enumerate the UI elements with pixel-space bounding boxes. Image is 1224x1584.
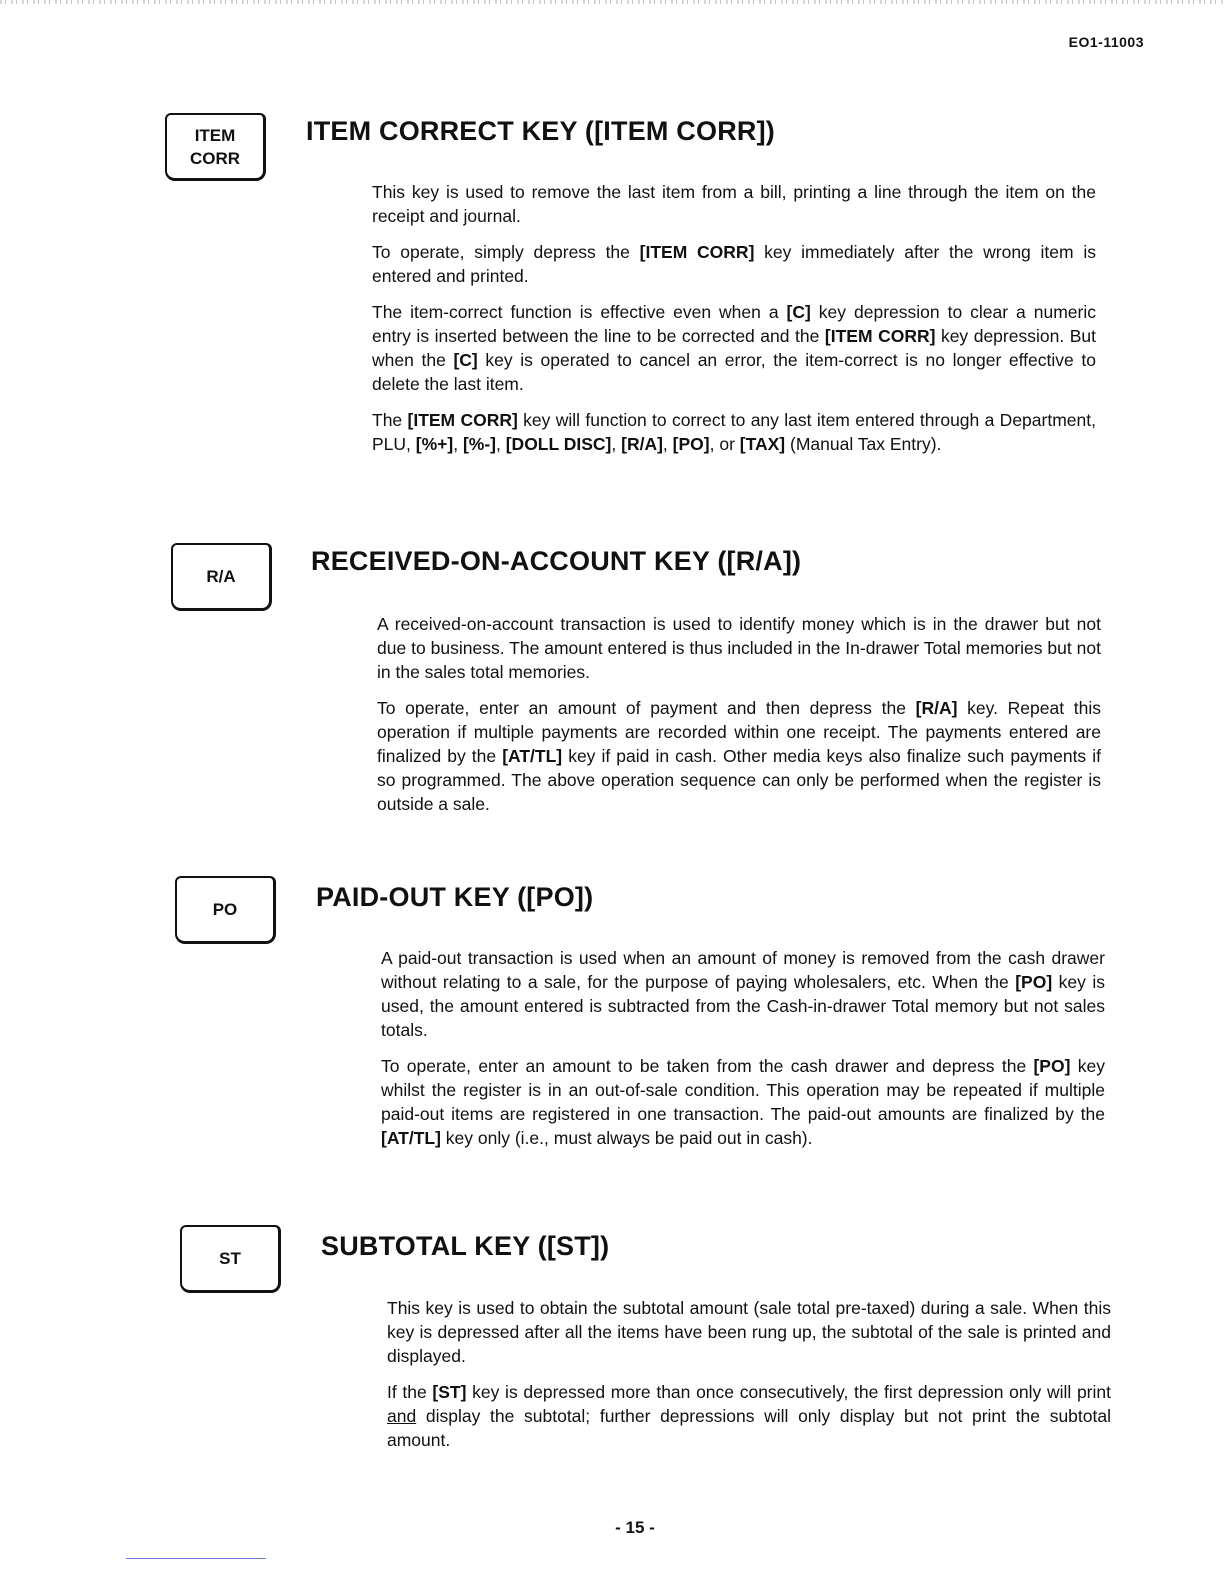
text-run: This key is used to remove the last item from a bill, printing a line through the item on the receipt and journal. — [372, 182, 1096, 226]
paragraph — [377, 696, 1101, 816]
text-run: key only (i.e., must always be paid out in cash). — [440, 1128, 813, 1148]
paragraph — [381, 1054, 1105, 1150]
paragraph — [372, 300, 1096, 396]
text-run: To operate, enter an amount of payment and then depress the — [377, 698, 916, 718]
key-reference: [TAX] — [739, 434, 786, 454]
text-run: key depression to clear a numeric entry is inserted between the line to be corrected and the — [372, 302, 1096, 346]
text-run: key will function to correct to any last item entered through a Department, PLU, — [372, 410, 1096, 454]
section-body-item-correct — [372, 180, 1096, 468]
key-reference: [AT/TL] — [502, 746, 563, 766]
section-title-subtotal: SUBTOTAL KEY ([ST]) — [321, 1231, 610, 1261]
paragraph — [372, 240, 1096, 288]
paragraph — [372, 180, 1096, 228]
ra-key-icon — [171, 543, 272, 611]
key-reference: [AT/TL] — [381, 1128, 441, 1148]
paragraph — [387, 1380, 1111, 1452]
scan-artifact — [0, 0, 1224, 4]
section-title-paid-out: PAID-OUT KEY ([PO]) — [316, 882, 594, 912]
key-reference: [PO] — [672, 434, 710, 454]
text-run: key immediately after the wrong item is entered and printed. — [372, 242, 1096, 286]
section-title-item-correct: ITEM CORRECT KEY ([ITEM CORR]) — [306, 116, 775, 146]
text-run: The item-correct function is effective even when a — [372, 302, 787, 322]
section-body-subtotal — [387, 1296, 1111, 1464]
text-run: The — [372, 410, 408, 430]
key-label-line-1: R/A — [206, 567, 236, 586]
key-label-line-1: PO — [212, 900, 238, 919]
section-body-received-on-account — [377, 612, 1101, 828]
key-reference: [C] — [786, 302, 811, 322]
text-run: , or — [709, 434, 740, 454]
key-reference: [R/A] — [621, 434, 663, 454]
key-reference: [%-] — [462, 434, 496, 454]
key-reference: [C] — [453, 350, 478, 370]
text-run: , — [611, 434, 622, 454]
text-run: A received-on-account transaction is used to identify money which is in the drawer but not due to business. The amount entered is thus included in the In-drawer Total memories but not in the sales total memories. — [377, 614, 1101, 682]
paragraph — [372, 408, 1096, 456]
page-number: - 15 - — [615, 1518, 655, 1537]
key-reference: [%+] — [415, 434, 454, 454]
text-run: , — [453, 434, 463, 454]
text-run: key is used, the amount entered is subtracted from the Cash-in-drawer Total memory but not sales totals. — [381, 972, 1105, 1040]
text-run: key is depressed more than once consecutively, the first depression only will print — [466, 1382, 1111, 1402]
key-reference: [ITEM CORR] — [824, 326, 936, 346]
po-key-icon — [175, 876, 276, 944]
text-run: To operate, enter an amount to be taken from the cash drawer and depress the — [381, 1056, 1034, 1076]
text-run: key is operated to cancel an error, the item-correct is no longer effective to delete the last item. — [372, 350, 1096, 394]
text-run: (Manual Tax Entry). — [785, 434, 942, 454]
text-run: and — [387, 1406, 417, 1426]
key-label-line-1: ITEM — [194, 125, 236, 145]
text-run: key. Repeat this operation if multiple payments are recorded within one receipt. The payments entered are finalized by the — [377, 698, 1102, 766]
key-reference: [ST] — [432, 1382, 467, 1402]
text-run: A paid-out transaction is used when an amount of money is removed from the cash drawer without relating to a sale, for the purpose of paying wholesalers, etc. When the — [381, 948, 1105, 992]
text-run: If the — [387, 1382, 433, 1402]
text-run: display the subtotal; further depressions will only display but not print the subtotal amount. — [387, 1406, 1111, 1450]
key-reference: [ITEM CORR] — [639, 242, 755, 262]
footer-rule — [126, 1558, 266, 1559]
text-run: key depression. But when the — [372, 326, 1096, 370]
key-reference: [DOLL DISC] — [505, 434, 612, 454]
paragraph — [377, 612, 1101, 684]
section-body-paid-out — [381, 946, 1105, 1162]
text-run: , — [496, 434, 506, 454]
key-reference: [PO] — [1015, 972, 1053, 992]
text-run: This key is used to obtain the subtotal amount (sale total pre-taxed) during a sale. When this key is depressed after all the items have been rung up, the subtotal of the sale is printed and displayed. — [387, 1298, 1111, 1366]
text-run: key whilst the register is in an out-of-sale condition. This operation may be repeated if multiple paid-out items are registered in one transaction. The paid-out amounts are finalized by the — [381, 1056, 1105, 1124]
key-label-line-1: ST — [219, 1249, 241, 1268]
text-run: , — [662, 434, 673, 454]
key-reference: [ITEM CORR] — [407, 410, 518, 430]
key-reference: [PO] — [1033, 1056, 1071, 1076]
paragraph — [387, 1296, 1111, 1368]
st-key-icon — [180, 1225, 281, 1293]
paragraph — [381, 946, 1105, 1042]
item-corr-key-icon — [165, 113, 266, 181]
text-run: To operate, simply depress the — [372, 242, 640, 262]
key-label-line-2: CORR — [189, 148, 241, 168]
document-id: EO1-11003 — [1068, 34, 1144, 50]
text-run: key if paid in cash. Other media keys also finalize such payments if so programmed. The above operation sequence can only be performed when the register is outside a sale. — [377, 746, 1101, 814]
section-title-received-on-account: RECEIVED-ON-ACCOUNT KEY ([R/A]) — [311, 546, 802, 576]
key-reference: [R/A] — [915, 698, 958, 718]
